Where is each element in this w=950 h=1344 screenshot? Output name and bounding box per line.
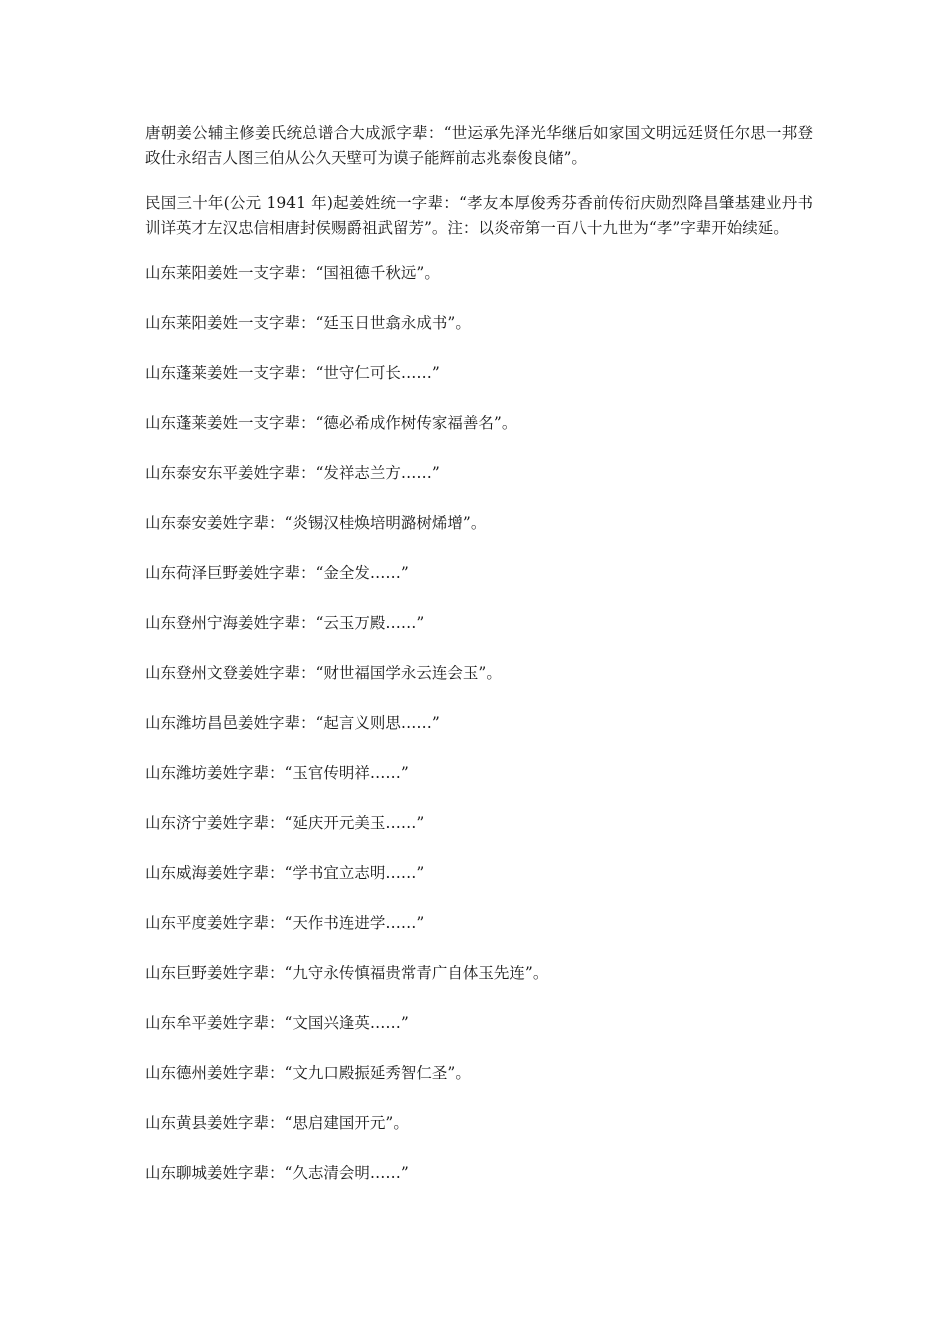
list-item: 山东黄县姜姓字辈：“思启建国开元”。 (145, 1114, 409, 1132)
list-item: 山东牟平姜姓字辈：“文国兴逢英……” (145, 1014, 409, 1032)
list-item: 山东德州姜姓字辈：“文九口殿振延秀智仁圣”。 (145, 1064, 471, 1082)
paragraph-tang-dynasty-generation-names: 唐朝姜公辅主修姜氏统总谱合大成派字辈：“世运承先泽光华继后如家国文明远廷贤任尔思一邦登政仕永绍吉人图三伯从公久天壁可为谟子能辉前志兆泰俊良储”。 (145, 124, 813, 167)
list-item: 山东潍坊姜姓字辈：“玉官传明祥……” (145, 764, 409, 782)
list-item: 山东荷泽巨野姜姓字辈：“金全发……” (145, 564, 409, 582)
list-item: 山东莱阳姜姓一支字辈：“廷玉日世翕永成书”。 (145, 314, 471, 332)
document-page (145, 121, 813, 1211)
list-item: 山东登州宁海姜姓字辈：“云玉万殿……” (145, 614, 425, 632)
list-item: 山东聊城姜姓字辈：“久志清会明……” (145, 1164, 409, 1182)
list-item: 山东泰安姜姓字辈：“炎锡汉桂焕培明潞树烯增”。 (145, 514, 487, 532)
list-item: 山东平度姜姓字辈：“天作书连进学……” (145, 914, 425, 932)
list-item: 山东蓬莱姜姓一支字辈：“世守仁可长……” (145, 364, 440, 382)
list-item: 山东蓬莱姜姓一支字辈：“德必希成作树传家福善名”。 (145, 414, 518, 432)
list-item: 山东泰安东平姜姓字辈：“发祥志兰方……” (145, 464, 440, 482)
list-item: 山东潍坊昌邑姜姓字辈：“起言义则思……” (145, 714, 440, 732)
list-item: 山东巨野姜姓字辈：“九守永传慎福贵常青广自体玉先连”。 (145, 964, 549, 982)
list-item: 山东威海姜姓字辈：“学书宜立志明……” (145, 864, 425, 882)
paragraph-republic-unified-generation-names: 民国三十年(公元 1941 年)起姜姓统一字辈：“孝友本厚俊秀芬香前传衍庆勋烈降昌肇基建业丹书训详英才左汉忠信相唐封侯赐爵祖武留芳”。注：以炎帝第一百八十九世为“孝”字辈开始续延。 (145, 194, 813, 237)
list-item: 山东济宁姜姓字辈：“延庆开元美玉……” (145, 814, 425, 832)
list-item: 山东莱阳姜姓一支字辈：“国祖德千秋远”。 (145, 264, 440, 282)
list-item: 山东登州文登姜姓字辈：“财世福国学永云连会玉”。 (145, 664, 502, 682)
